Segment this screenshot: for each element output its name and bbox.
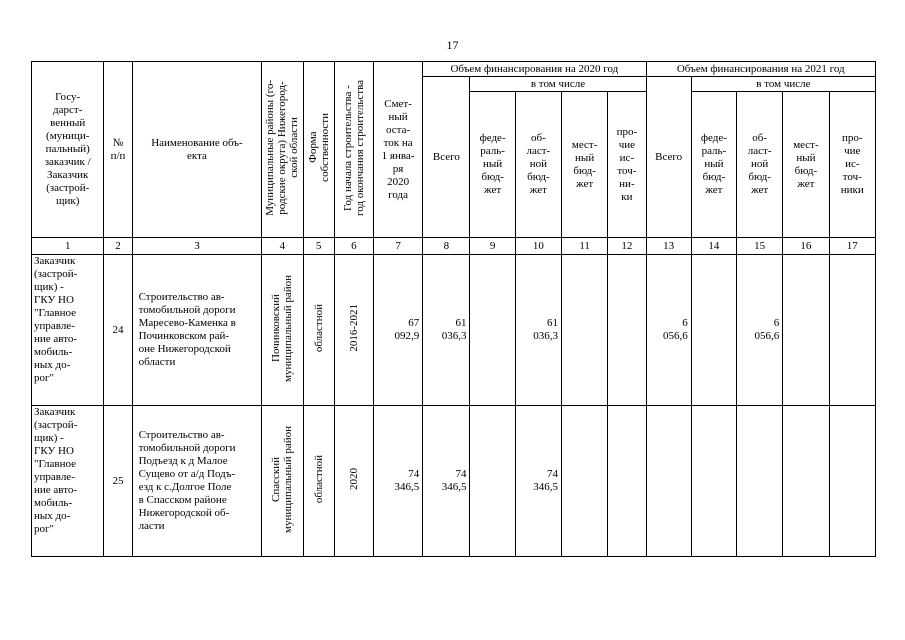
col-number: 17 (829, 238, 875, 255)
col-number: 15 (737, 238, 783, 255)
row-years-text: 2020 (347, 468, 360, 490)
header-regional-2020: об- ласт- ной бюд- жет (515, 92, 561, 238)
table-row (32, 406, 876, 557)
row-district (262, 255, 303, 406)
col-number: 2 (104, 238, 132, 255)
table-row (32, 255, 876, 406)
row-local-2021 (783, 406, 829, 557)
header-district-text: Муниципальные районы (го- родские округа) Нижегород- ской области (264, 79, 301, 216)
row-other-2020 (608, 406, 646, 557)
row-other-2020 (608, 255, 646, 406)
header-other-2021: про- чие ис- точ- ники (829, 92, 875, 238)
header-ownership (303, 62, 334, 238)
header-customer: Госу- дарст- венный (муници- пальный) заказчик / Заказчик (застрой- щик) (32, 62, 104, 238)
row-ownership-text: областной (312, 303, 325, 353)
header-total-2021: Всего (646, 77, 691, 238)
row-customer: Заказчик (застрой- щик) - ГКУ НО "Главное управле- ние авто- мобиль- ных до- рог" (32, 406, 104, 557)
row-num: 25 (104, 406, 132, 557)
header-incl-2021: в том числе (691, 77, 875, 92)
row-regional-2021 (737, 406, 783, 557)
header-federal-2020: феде- раль- ный бюд- жет (470, 92, 515, 238)
header-years-text: Год начала строительства - год окончания строительства (341, 79, 366, 216)
col-number: 1 (32, 238, 104, 255)
header-ownership-text: Форма собственности (306, 113, 331, 182)
row-regional-2020: 74 346,5 (515, 406, 561, 557)
header-estimate: Смет- ный оста- ток на 1 янва- ря 2020 года (373, 62, 422, 238)
header-incl-2020: в том числе (470, 77, 646, 92)
header-fin2021: Объем финансирования на 2021 год (646, 62, 875, 77)
row-object-name: Строительство ав- томобильной дороги Подъезд к д Малое Сущево от а/д Подъ- езд к с.Долгое Поле в Спасском районе Нижегородской об- ласти (132, 406, 262, 557)
financing-table (31, 61, 876, 557)
col-number: 6 (334, 238, 373, 255)
row-federal-2020 (470, 406, 515, 557)
column-number-row (32, 238, 876, 255)
col-number: 11 (562, 238, 608, 255)
row-total-2021 (646, 406, 691, 557)
header-years (334, 62, 373, 238)
header-regional-2021: об- ласт- ной бюд- жет (737, 92, 783, 238)
row-num: 24 (104, 255, 132, 406)
row-total-2021: 6 056,6 (646, 255, 691, 406)
col-number: 4 (262, 238, 303, 255)
col-number: 16 (783, 238, 829, 255)
header-total-2020: Всего (423, 77, 470, 238)
row-total-2020: 61 036,3 (423, 255, 470, 406)
col-number: 9 (470, 238, 515, 255)
col-number: 12 (608, 238, 646, 255)
row-estimate: 67 092,9 (373, 255, 422, 406)
row-ownership (303, 406, 334, 557)
row-years (334, 255, 373, 406)
row-district-text: Спасский муниципальный район (270, 425, 295, 533)
row-local-2020 (562, 255, 608, 406)
row-years-text: 2016-2021 (347, 304, 360, 352)
row-local-2020 (562, 406, 608, 557)
row-other-2021 (829, 255, 875, 406)
row-regional-2021: 6 056,6 (737, 255, 783, 406)
col-number: 14 (691, 238, 736, 255)
page-number: 17 (446, 38, 459, 52)
col-number: 8 (423, 238, 470, 255)
header-object-name: Наименование объ- екта (132, 62, 262, 238)
row-ownership (303, 255, 334, 406)
col-number: 10 (515, 238, 561, 255)
header-fin2020: Объем финансирования на 2020 год (423, 62, 646, 77)
row-estimate: 74 346,5 (373, 406, 422, 557)
col-number: 7 (373, 238, 422, 255)
row-object-name: Строительство ав- томобильной дороги Маресево-Каменка в Починковском рай- оне Нижегородской области (132, 255, 262, 406)
header-num: № п/п (104, 62, 132, 238)
row-district (262, 406, 303, 557)
row-ownership-text: областной (312, 454, 325, 504)
row-customer: Заказчик (застрой- щик) - ГКУ НО "Главное управле- ние авто- мобиль- ных до- рог" (32, 255, 104, 406)
row-federal-2021 (691, 255, 736, 406)
col-number: 3 (132, 238, 262, 255)
header-other-2020: про- чие ис- точ- ни- ки (608, 92, 646, 238)
row-regional-2020: 61 036,3 (515, 255, 561, 406)
header-local-2021: мест- ный бюд- жет (783, 92, 829, 238)
col-number: 5 (303, 238, 334, 255)
col-number: 13 (646, 238, 691, 255)
row-federal-2020 (470, 255, 515, 406)
header-district (262, 62, 303, 238)
row-district-text: Починковский муниципальный район (270, 274, 295, 382)
row-total-2020: 74 346,5 (423, 406, 470, 557)
header-federal-2021: феде- раль- ный бюд- жет (691, 92, 736, 238)
row-years (334, 406, 373, 557)
header-local-2020: мест- ный бюд- жет (562, 92, 608, 238)
row-federal-2021 (691, 406, 736, 557)
row-other-2021 (829, 406, 875, 557)
row-local-2021 (783, 255, 829, 406)
